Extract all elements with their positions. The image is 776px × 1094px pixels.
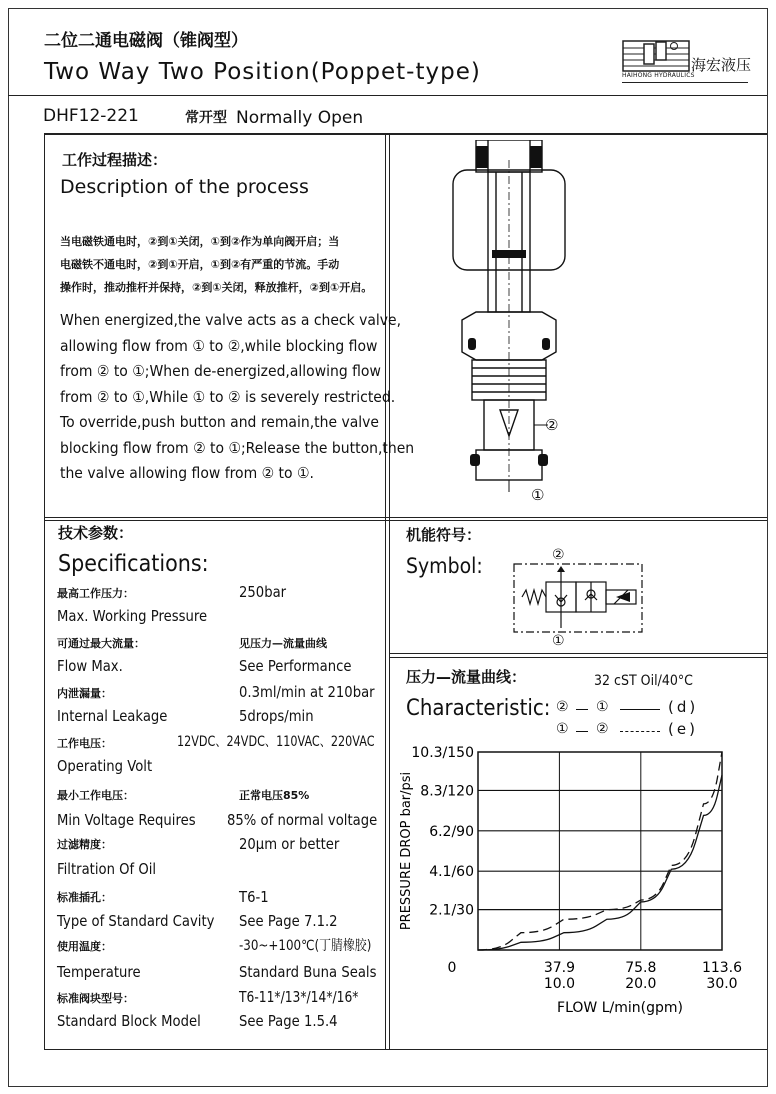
description-en-line: allowing flow from ① to ②,while blocking flow <box>60 336 378 355</box>
description-cn-block <box>60 230 372 299</box>
spec-value: 85% of normal voltage <box>227 811 378 829</box>
description-cn-line: 电磁铁不通电时，②到①开启，①到②有严重的节流。手动 <box>60 258 340 271</box>
main-left-line <box>44 133 45 1050</box>
logo-caption: HAIHONG HYDRAULICS <box>622 72 695 79</box>
spec-value: 250bar <box>239 583 287 601</box>
row-divider-b <box>44 520 767 521</box>
spec-label-en: Type of Standard Cavity <box>57 912 215 930</box>
middle-line-b <box>389 133 390 1050</box>
x-tick-label: 0 <box>447 960 457 976</box>
description-en-line: from ② to ①,While ① to ② is severely restricted. <box>60 387 396 406</box>
row-divider-a <box>44 517 767 518</box>
spec-row-temperature <box>57 935 385 985</box>
spec-label-en: Standard Block Model <box>57 1012 201 1030</box>
spec-label-cn: 标准插孔： <box>57 891 112 904</box>
characteristic-heading-en: Characteristic: <box>406 696 551 721</box>
x-tick-label-gpm: 10.0 <box>543 976 575 992</box>
legend-dash <box>576 709 588 710</box>
spec-label-cn: 标准阀块型号： <box>57 992 134 1005</box>
x-tick-label-gpm: 20.0 <box>625 976 657 992</box>
legend-to: ② <box>596 721 609 737</box>
x-tick-label: 75.8 <box>625 960 657 976</box>
title-en: Two Way Two Position(Poppet-type) <box>44 59 481 85</box>
spec-row-operating-volt <box>57 735 385 785</box>
main-top-line <box>44 133 767 135</box>
y-tick-label: 2.1/30 <box>429 902 474 919</box>
brand-cn: 海宏液压 <box>691 56 752 74</box>
legend-to: ① <box>596 699 609 715</box>
legend-line-dashed <box>620 731 660 732</box>
legend-d <box>556 700 716 720</box>
title-cn: 二位二通电磁阀（锥阀型） <box>44 31 248 51</box>
y-tick-label: 4.1/60 <box>429 864 474 881</box>
description-cn-line: 当电磁铁通电时，②到①关闭，①到②作为单向阀开启；当 <box>60 235 340 248</box>
spec-row-min-voltage <box>57 785 385 835</box>
spec-value: T6-1 <box>239 888 269 906</box>
y-tick-label: 6.2/90 <box>429 823 474 840</box>
symbol-divider-b <box>389 657 767 658</box>
model-code: DHF12-221 <box>43 106 139 126</box>
legend-tag: (d) <box>668 698 699 716</box>
legend-from: ② <box>556 699 569 715</box>
y-tick-label: 10.3/150 <box>411 745 474 761</box>
y-axis-label: PRESSURE DROP bar/psi <box>399 771 414 931</box>
main-bottom-line <box>44 1049 767 1050</box>
spec-row-internal-leakage <box>57 685 385 735</box>
symbol-divider-a <box>389 653 767 654</box>
description-cn-line: 操作时，推动推杆并保持，②到①关闭，释放推杆，②到①开启。 <box>60 281 373 294</box>
description-en-line: blocking flow from ② to ①;Release the button,then <box>60 438 415 457</box>
spec-label-en: Min Voltage Requires <box>57 811 196 829</box>
legend-line-solid <box>620 709 660 710</box>
model-type-en: Normally Open <box>236 108 364 128</box>
description-en-line: When energized,the valve acts as a check valve, <box>60 311 402 329</box>
legend-dash <box>576 731 588 732</box>
description-heading-cn: 工作过程描述： <box>62 151 168 169</box>
model-type-cn: 常开型 <box>185 110 227 126</box>
spec-row-cavity <box>57 885 385 935</box>
series-line-e <box>478 752 722 950</box>
spec-value: See Performance <box>239 657 352 675</box>
drawing-port-1: ① <box>531 486 545 504</box>
hydraulic-symbol <box>512 562 644 634</box>
spec-row-flow-max <box>57 635 385 685</box>
description-en-block <box>60 308 414 487</box>
y-tick-label: 8.3/120 <box>420 783 474 800</box>
spec-label-en: Temperature <box>57 963 141 981</box>
middle-line-a <box>385 133 386 1050</box>
series-line-d <box>478 775 722 950</box>
spec-label-cn: 过滤精度： <box>57 838 112 851</box>
symbol-heading-cn: 机能符号： <box>406 526 482 544</box>
x-tick-label: 113.6 <box>701 960 743 976</box>
valve-section-drawing <box>448 140 578 500</box>
spec-value: 20μm or better <box>239 835 340 853</box>
spec-label-cn: 使用温度： <box>57 940 112 953</box>
spec-label-cn: 内泄漏量： <box>57 687 112 700</box>
spec-label-cn: 工作电压： <box>57 737 112 750</box>
spec-value: -30~+100℃(丁腈橡胶) <box>239 938 372 954</box>
x-tick-label: 37.9 <box>543 960 575 976</box>
legend-from: ① <box>556 721 569 737</box>
spec-value: Standard Buna Seals <box>239 963 377 981</box>
spec-value: 0.3ml/min at 210bar <box>239 683 375 701</box>
symbol-heading-en: Symbol: <box>406 554 483 578</box>
spec-value-cn: 见压力—流量曲线 <box>239 637 327 650</box>
spec-value: 12VDC、24VDC、110VAC、220VAC <box>177 734 375 750</box>
spec-label-en: Operating Volt <box>57 757 153 775</box>
spec-value: See Page 1.5.4 <box>239 1012 338 1030</box>
x-tick-label-gpm: 30.0 <box>706 976 738 992</box>
description-en-line: from ② to ①;When de-energized,allowing flow <box>60 362 381 380</box>
description-heading-en: Description of the process <box>60 176 309 198</box>
symbol-port-top: ② <box>552 547 565 563</box>
spec-label-en: Flow Max. <box>57 657 123 675</box>
characteristic-heading-cn: 压力—流量曲线： <box>406 668 527 686</box>
x-axis-label: FLOW L/min(gpm) <box>557 1000 683 1016</box>
description-en-line: To override,push button and remain,the valve <box>60 413 379 431</box>
header-divider <box>8 95 767 96</box>
legend-tag: (e) <box>668 720 698 738</box>
spec-row-filtration <box>57 835 385 885</box>
pressure-flow-chart <box>392 740 764 1030</box>
plot-frame <box>478 752 722 950</box>
spec-value-cn: 正常电压85% <box>239 789 310 802</box>
spec-label-en: Filtration Of Oil <box>57 860 157 878</box>
spec-label-en: Max. Working Pressure <box>57 607 208 625</box>
header-underline <box>622 82 748 83</box>
spec-value: T6-11*/13*/14*/16* <box>239 988 359 1006</box>
chart-svg <box>392 740 764 1030</box>
spec-row-block-model <box>57 985 385 1035</box>
characteristic-oil: 32 cST Oil/40°C <box>594 673 693 689</box>
spec-label-cn: 可通过最大流量： <box>57 637 145 650</box>
spec-value: 5drops/min <box>239 707 314 725</box>
drawing-port-2: ② <box>545 416 559 434</box>
spec-label-en: Internal Leakage <box>57 707 168 725</box>
legend-e <box>556 722 716 742</box>
spec-value: See Page 7.1.2 <box>239 912 338 930</box>
specs-heading-cn: 技术参数： <box>58 524 134 542</box>
spec-label-cn: 最小工作电压： <box>57 789 134 802</box>
symbol-port-bottom: ① <box>552 633 565 649</box>
specs-heading-en: Specifications: <box>58 551 209 577</box>
spec-label-cn: 最高工作压力： <box>57 587 134 600</box>
spec-row-max-pressure <box>57 585 385 635</box>
description-en-line: the valve allowing flow from ② to ①. <box>60 464 314 482</box>
